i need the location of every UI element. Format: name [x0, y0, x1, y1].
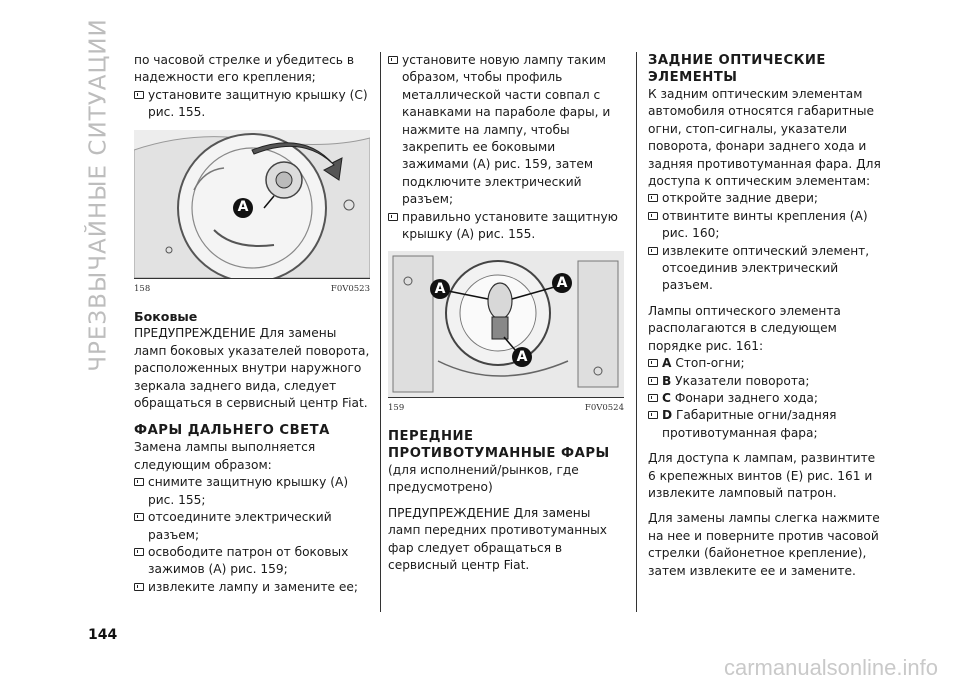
bullet-icon — [134, 513, 144, 521]
bullet-item: правильно установите защитную крышку (А) рис. 155. — [388, 209, 624, 244]
bullet-icon — [134, 478, 144, 486]
lamp-list-item: A Стоп-огни; — [648, 355, 884, 372]
lamp-list-item: C Фонари заднего хода; — [648, 390, 884, 407]
paragraph: К задним оптическим элементам автомобиля относятся габаритные огни, стоп-сигналы, указатели поворота, фонари заднего хода и задняя противотуманная фара. Для доступа к оптическим элементам: — [648, 87, 881, 189]
callout-badge: A — [552, 273, 572, 293]
paragraph: Для замены лампы слегка нажмите на нее и поверните против часовой стрелки (байонетное крепление), затем извлеките ее и замените. — [648, 511, 880, 578]
bullet-icon — [134, 91, 144, 99]
paragraph: ПРЕДУПРЕЖДЕНИЕ Для замены ламп боковых указателей поворота, расположенных внутри наружного зеркала заднего вида, следует обращаться в сервисный центр Fiat. — [134, 326, 370, 411]
column-3 — [648, 52, 884, 580]
bullet-icon — [648, 394, 658, 402]
figure-caption: 158 F0V0523 — [134, 283, 370, 294]
paragraph: (для исполнений/рынков, где предусмотрено) — [388, 462, 579, 495]
bullet-item: извлеките лампу и замените ее; — [134, 579, 370, 596]
paragraph: ПРЕДУПРЕЖДЕНИЕ Для замены ламп передних противотуманных фар следует обращаться в сервисный центр Fiat. — [388, 505, 607, 572]
bullet-icon — [388, 56, 398, 64]
bullet-item: извлеките оптический элемент, отсоединив электрический разъем. — [648, 243, 884, 295]
bullet-item: откройте задние двери; — [648, 190, 884, 207]
bullet-icon — [648, 359, 658, 367]
bullet-item: освободите патрон от боковых зажимов (А) рис. 159; — [134, 544, 370, 579]
section-heading: ЗАДНИЕ ОПТИЧЕСКИЕ ЭЛЕМЕНТЫ — [648, 53, 826, 85]
figure-158 — [134, 130, 370, 279]
bullet-icon — [648, 194, 658, 202]
callout-badge: A — [233, 198, 253, 218]
paragraph: Лампы оптического элемента располагаются в следующем порядке рис. 161: — [648, 303, 841, 353]
bullet-icon — [648, 411, 658, 419]
callout-badge: A — [512, 347, 532, 367]
bullet-item: установите новую лампу таким образом, чтобы профиль металлической части совпал с канавками на параболе фары, и нажмите на лампу, чтобы закрепить ее боковыми зажимами (А) рис. 159, затем подключите электрический разъем; — [388, 52, 624, 209]
figure-159 — [388, 251, 624, 398]
paragraph: по часовой стрелке и убедитесь в надежности его крепления; — [134, 53, 355, 85]
callout-badge: A — [430, 279, 450, 299]
subheading: Боковые — [134, 309, 198, 325]
figure-caption: 159 F0V0524 — [388, 403, 624, 414]
section-side-title: ЧРЕЗВЫЧАЙНЫЕ СИТУАЦИИ — [86, 18, 112, 372]
column-divider — [636, 52, 637, 612]
bullet-icon — [648, 377, 658, 385]
section-heading: ФАРЫ ДАЛЬНЕГО СВЕТА — [134, 423, 330, 439]
page-number: 144 — [88, 627, 118, 643]
lamp-list-item: D Габаритные огни/задняя противотуманная фара; — [648, 407, 884, 442]
bullet-icon — [648, 247, 658, 255]
section-heading: ПЕРЕДНИЕ ПРОТИВОТУМАННЫЕ ФАРЫ — [388, 428, 610, 461]
column-1 — [134, 52, 370, 596]
bullet-item: отсоедините электрический разъем; — [134, 509, 370, 544]
lamp-list-item: B Указатели поворота; — [648, 373, 884, 390]
headlamp-bulb-illustration — [388, 251, 624, 397]
bullet-item: отвинтите винты крепления (А) рис. 160; — [648, 208, 884, 243]
column-divider — [380, 52, 381, 612]
bullet-icon — [388, 213, 398, 221]
column-2 — [388, 52, 624, 574]
bullet-icon — [648, 212, 658, 220]
bullet-item: установите защитную крышку (С) рис. 155. — [134, 87, 370, 122]
paragraph: Замена лампы выполняется следующим образом: — [134, 440, 316, 472]
bullet-icon — [134, 583, 144, 591]
watermark: carmanualsonline.info — [723, 655, 938, 680]
bullet-item: снимите защитную крышку (А) рис. 155; — [134, 474, 370, 509]
paragraph: Для доступа к лампам, развинтите 6 крепежных винтов (Е) рис. 161 и извлеките ламповый патрон. — [648, 451, 876, 500]
bullet-icon — [134, 548, 144, 556]
